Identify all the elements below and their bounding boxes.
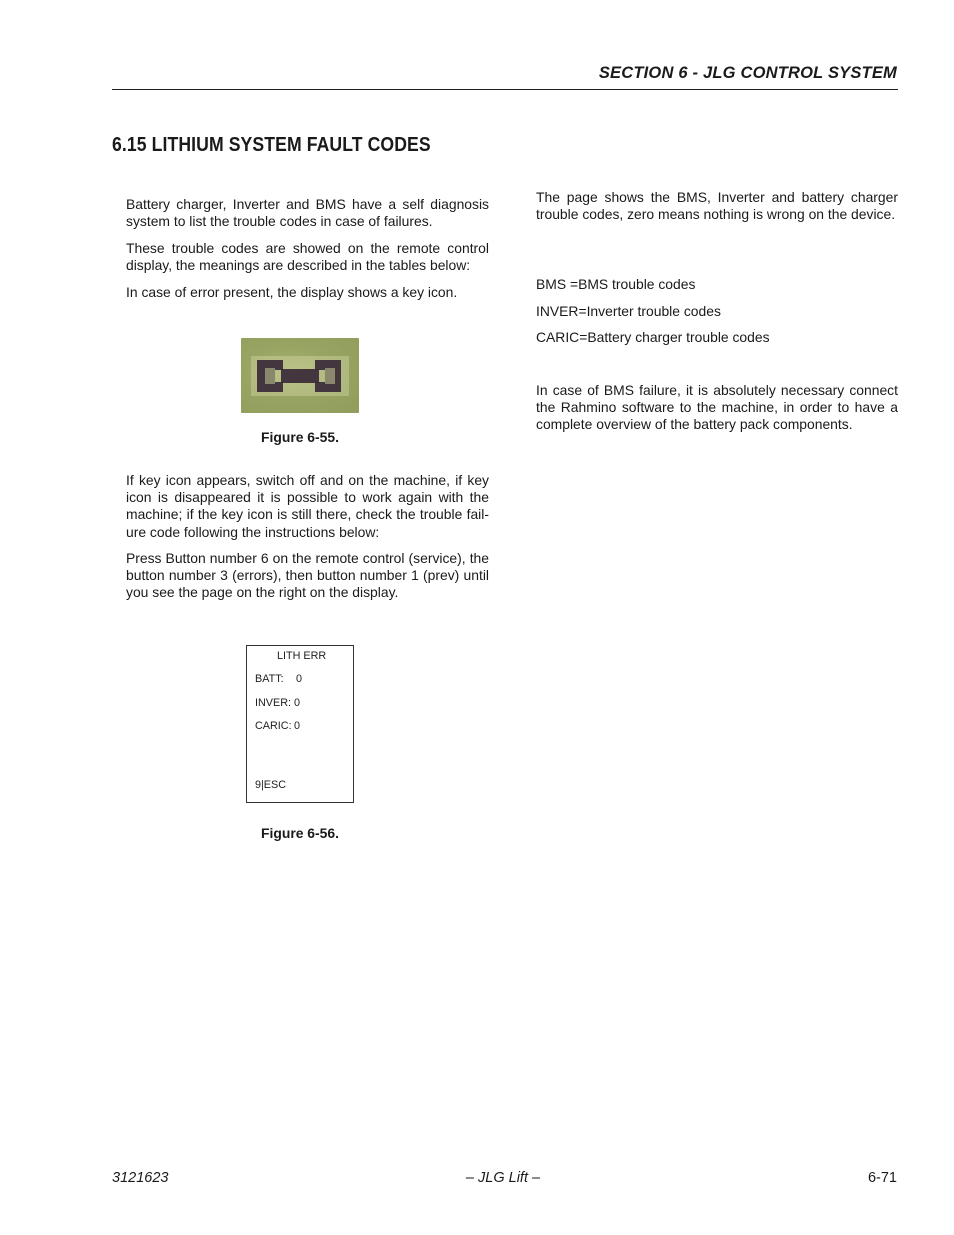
button-sequence-paragraph: Press Button number 6 on the remote control (service), the button number 3 (errors), then button number 1 (prev) until you see the page on the right on the display. — [126, 550, 489, 601]
section-title: 6.15 LITHIUM SYSTEM FAULT CODES — [112, 133, 431, 156]
intro-paragraph: Battery charger, Inverter and BMS have a self diagnosis system to list the trouble codes in case of failures. — [126, 196, 489, 230]
display-paragraph: These trouble codes are showed on the remote control display, the meanings are described in the tables below: — [126, 240, 489, 274]
lcd-row-value: 0 — [296, 673, 303, 685]
instructions-paragraph: If key icon appears, switch off and on the machine, if key icon is disappeared it is possible to work again with the machine; if the key icon is still there, check the trouble failure code following the instructions below: — [126, 472, 489, 540]
figure-caption: Figure 6-55. — [261, 429, 339, 445]
document-number: 3121623 — [112, 1170, 169, 1186]
header-divider — [112, 89, 898, 90]
lcd-row-label: INVER: — [255, 697, 291, 709]
key-icon-figure — [241, 338, 359, 413]
definition-inverter: INVER=Inverter trouble codes — [536, 303, 721, 319]
definition-bms: BMS =BMS trouble codes — [536, 276, 696, 292]
trouble-codes-paragraph: The page shows the BMS, Inverter and battery charger trouble codes, zero means nothing is wrong on the device. — [536, 189, 898, 223]
lcd-row-value: 0 — [294, 720, 301, 732]
lcd-title: LITH ERR — [277, 650, 327, 662]
lcd-row-label: BATT: — [255, 673, 284, 685]
wrench-key-icon — [241, 338, 359, 413]
definition-charger: CARIC=Battery charger trouble codes — [536, 329, 770, 345]
lcd-display-figure — [246, 645, 354, 803]
footer-brand: – JLG Lift – — [465, 1170, 541, 1186]
page-number: 6-71 — [867, 1170, 897, 1186]
key-icon-paragraph: In case of error present, the display shows a key icon. — [126, 284, 458, 300]
lcd-row-label: CARIC: — [255, 720, 292, 732]
section-header-title: SECTION 6 - JLG CONTROL SYSTEM — [598, 64, 897, 82]
lcd-row-value: 0 — [294, 697, 301, 709]
lcd-esc-label: 9|ESC — [255, 779, 287, 791]
figure-caption: Figure 6-56. — [261, 825, 339, 841]
bms-failure-paragraph: In case of BMS failure, it is absolutely necessary connect the Rahmino software to the machine, in order to have a complete overview of the battery pack components. — [536, 382, 898, 433]
